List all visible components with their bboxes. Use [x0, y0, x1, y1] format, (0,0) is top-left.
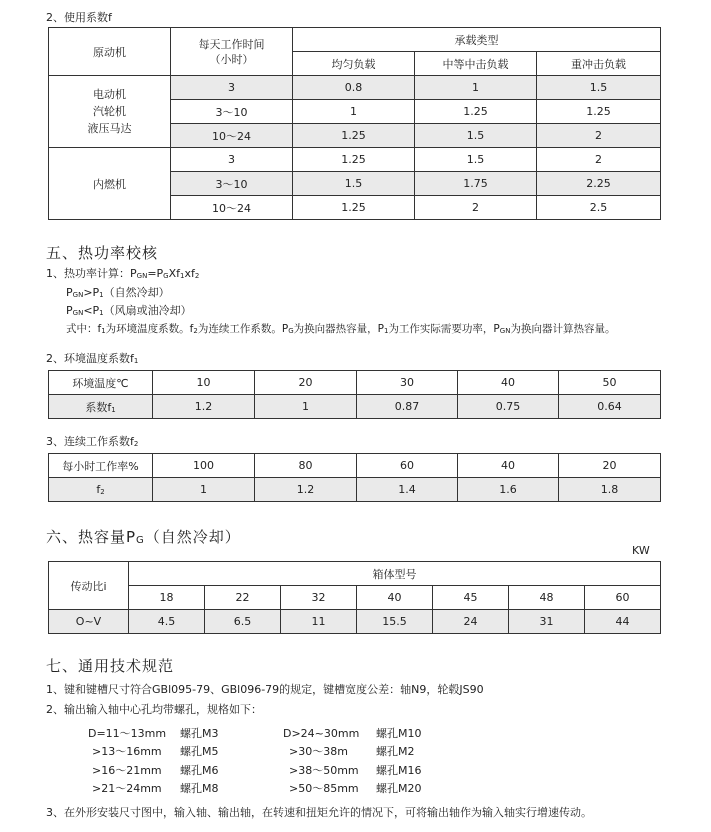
group-electric: 电动机 汽轮机 液压马达 — [49, 76, 171, 148]
header-box-type: 箱体型号 — [129, 562, 661, 586]
table-row: 3～10 1 1.25 1.25 — [49, 100, 661, 124]
table-row: 环境温度℃ 10 20 30 40 50 — [49, 371, 661, 395]
heading-thermal-check: 五、热功率校核 — [46, 244, 159, 262]
table-row: 10～24 1.25 1.5 2 — [49, 124, 661, 148]
header-load-type: 承载类型 — [293, 28, 661, 52]
section-title-env-temp: 2、环境温度系数$f_1$ — [46, 352, 139, 365]
unit-label: KW — [632, 544, 650, 557]
group-ic-engine: 内燃机 — [49, 148, 171, 220]
header-ratio: 传动比i — [49, 562, 129, 610]
calc-line-2: $P_{GN}>P_1$（自然冷却） — [66, 286, 170, 299]
section-title-service-factor: 2、使用系数f — [46, 11, 112, 24]
heading-heat-capacity: 六、热容量$P_G$（自然冷却） — [46, 528, 241, 546]
section-title-continuous: 3、连续工作系数$f_2$ — [46, 435, 139, 448]
table-row: 10～24 1.25 2 2.5 — [49, 196, 661, 220]
heading-general-spec: 七、通用技术规范 — [46, 657, 175, 675]
table-row: 3～10 1.5 1.75 2.25 — [49, 172, 661, 196]
table-row: 内燃机 3 1.25 1.5 2 — [49, 148, 661, 172]
service-factor-table — [48, 27, 661, 220]
continuous-factor-table — [48, 453, 661, 502]
table-row: 每小时工作率% 100 80 60 40 20 — [49, 454, 661, 478]
header-load-uniform: 均匀负载 — [293, 52, 415, 76]
heat-capacity-table — [48, 561, 661, 634]
calc-line-3: $P_{GN}<P_1$（风扇或油冷却） — [66, 304, 192, 317]
table-row: O~V 4.5 6.5 11 15.5 24 31 44 — [49, 610, 661, 634]
env-temp-table — [48, 370, 661, 419]
header-prime-mover: 原动机 — [49, 28, 171, 76]
table-row: 18 22 32 40 45 48 60 — [49, 586, 661, 610]
table-row: 电动机 汽轮机 液压马达 3 0.8 1 1.5 — [49, 76, 661, 100]
header-load-medium: 中等中击负载 — [415, 52, 537, 76]
spec-line-2: 2、输出输入轴中心孔均带螺孔，规格如下： — [46, 703, 262, 716]
header-load-heavy: 重冲击负载 — [537, 52, 661, 76]
header-daily-hours: 每天工作时间 （小时） — [171, 28, 293, 76]
calc-line-4: 式中：$f_1$为环境温度系数。$f_2$为连续工作系数。$P_G$为换向器热容量，$P_1$为工作实际需要功率，$P_{GN}$为换向器计算热容量。 — [66, 323, 616, 335]
spec-line-1: 1、键和键槽尺寸符合GBl095-79、GBl096-79的规定，键槽宽度公差：轴N9，轮毂JS90 — [46, 683, 484, 696]
table-row: $f_2$ 1 1.2 1.4 1.6 1.8 — [49, 478, 661, 502]
table-row: 系数$f_1$ 1.2 1 0.87 0.75 0.64 — [49, 395, 661, 419]
spec-line-3: 3、在外形安装尺寸图中，输入轴、输出轴，在转速和扭矩允许的情况下，可将输出轴作为输入轴实行增速传动。 — [46, 806, 592, 819]
calc-line-1: 1、热功率计算：$P_{GN}=P_GXf_1xf_2$ — [46, 267, 200, 280]
